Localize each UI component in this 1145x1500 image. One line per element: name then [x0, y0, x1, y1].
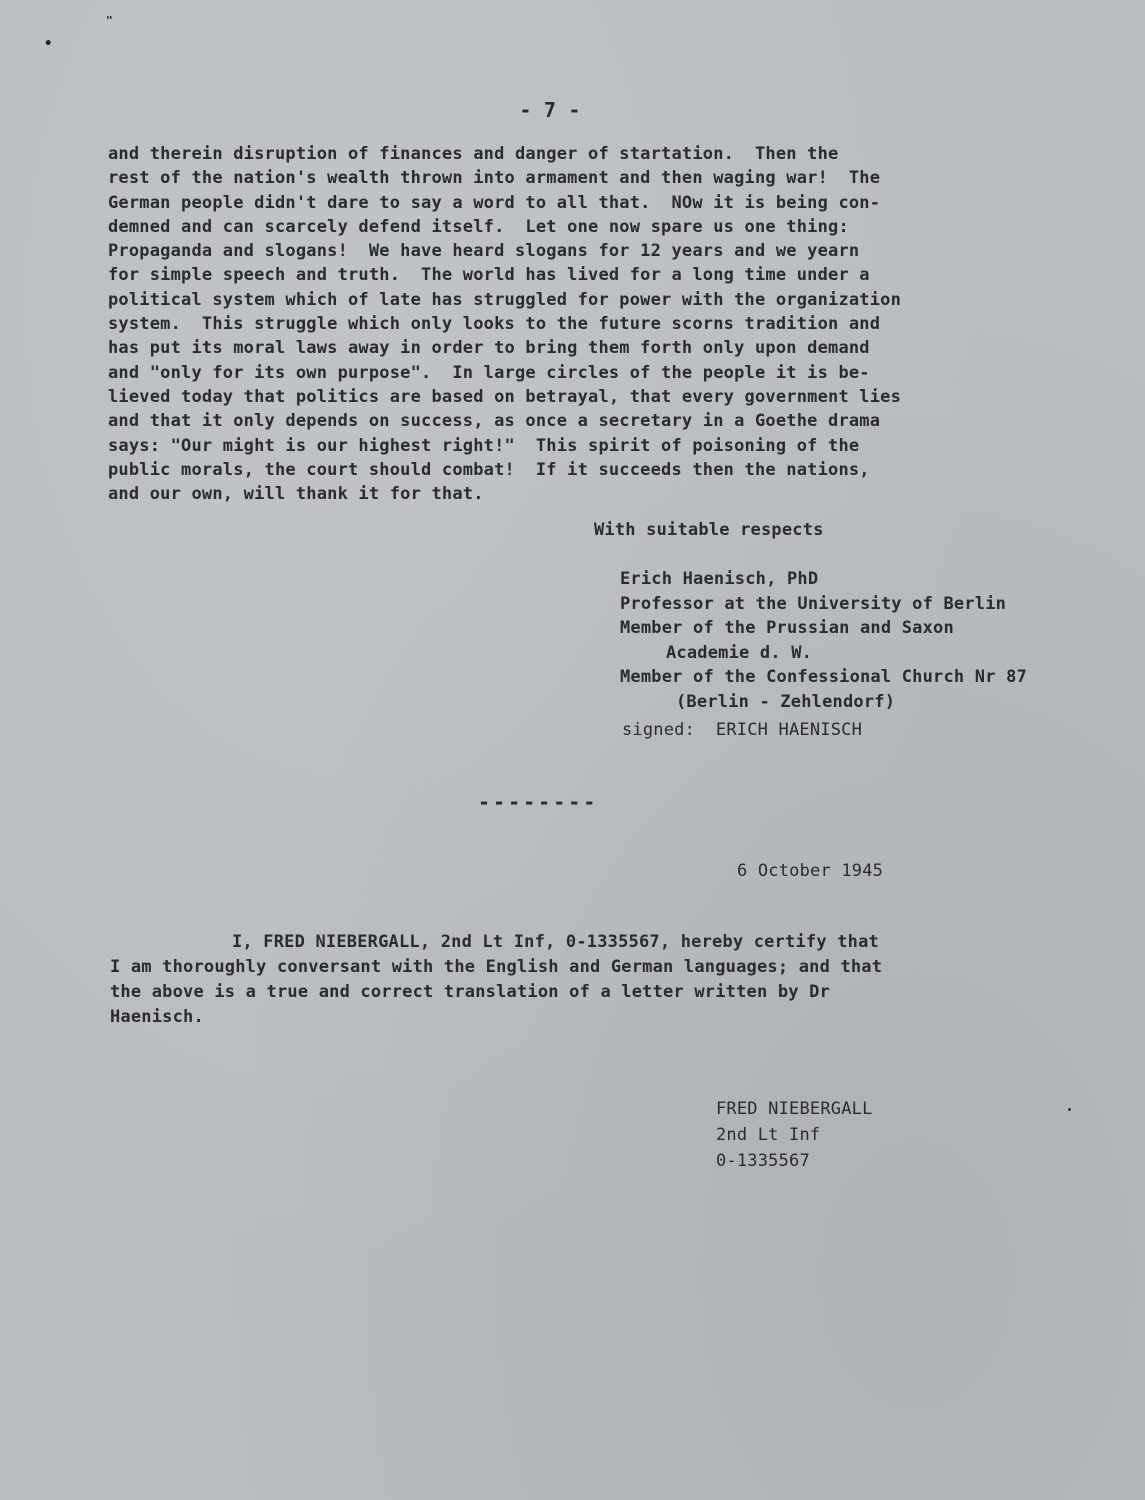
body-line: for simple speech and truth. The world has lived for a long time under a [108, 265, 870, 286]
body-line: and our own, will thank it for that. [108, 484, 484, 505]
body-line: German people didn't dare to say a word to all that. NOw it is being con- [108, 192, 881, 213]
translator-serial: 0-1335567 [716, 1151, 810, 1171]
certification-line: Haenisch. [110, 1007, 204, 1027]
body-line: public morals, the court should combat! If it succeeds then the nations, [108, 459, 870, 480]
signatory-title: Academie d. W. [666, 642, 813, 663]
ink-mark: " [106, 14, 113, 27]
certification-statement [110, 930, 1010, 1030]
body-line: has put its moral laws away in order to bring them forth only upon demand [108, 338, 870, 359]
certification-date: 6 October 1945 [737, 861, 884, 881]
page-number: - 7 - [519, 98, 581, 122]
ink-mark: • [44, 36, 53, 52]
body-line: political system which of late has struggled for power with the organization [108, 289, 902, 310]
body-line: system. This struggle which only looks to the future scorns tradition and [108, 314, 881, 335]
signatory-title: Professor at the University of Berlin [620, 593, 1007, 614]
signatory-title: Member of the Prussian and Saxon [620, 618, 954, 638]
signed-line: signed: ERICH HAENISCH [622, 720, 863, 740]
section-divider: -------- [478, 790, 599, 814]
body-line: and therein disruption of finances and danger of startation. Then the [108, 144, 839, 164]
translator-rank: 2nd Lt Inf [716, 1125, 821, 1145]
certification-line: I, FRED NIEBERGALL, 2nd Lt Inf, 0-1335567, hereby certify that [232, 932, 879, 952]
signatory-name: Erich Haenisch, PhD [620, 569, 819, 589]
signatory-title: (Berlin - Zehlendorf) [676, 691, 896, 712]
signature-block [620, 567, 1120, 714]
translator-name: FRED NIEBERGALL [716, 1099, 873, 1119]
body-line: lieved today that politics are based on betrayal, that every government lies [108, 386, 902, 407]
ink-speck [1068, 1108, 1071, 1111]
certification-line: the above is a true and correct translation of a letter written by Dr [110, 982, 831, 1002]
body-line: demned and can scarcely defend itself. Let one now spare us one thing: [108, 216, 849, 237]
closing-salutation: With suitable respects [594, 520, 824, 540]
body-line: and that it only depends on success, as once a secretary in a Goethe drama [108, 411, 881, 432]
body-line: and "only for its own purpose". In large circles of the people it is be- [108, 362, 870, 383]
body-line: rest of the nation's wealth thrown into armament and then waging war! The [108, 168, 881, 189]
certification-line: I am thoroughly conversant with the English and German languages; and that [110, 957, 883, 977]
letter-body [108, 142, 1028, 506]
signatory-title: Member of the Confessional Church Nr 87 [620, 667, 1027, 687]
body-line: says: "Our might is our highest right!" This spirit of poisoning of the [108, 435, 860, 456]
body-line: Propaganda and slogans! We have heard slogans for 12 years and we yearn [108, 241, 860, 262]
translator-block [716, 1096, 873, 1174]
